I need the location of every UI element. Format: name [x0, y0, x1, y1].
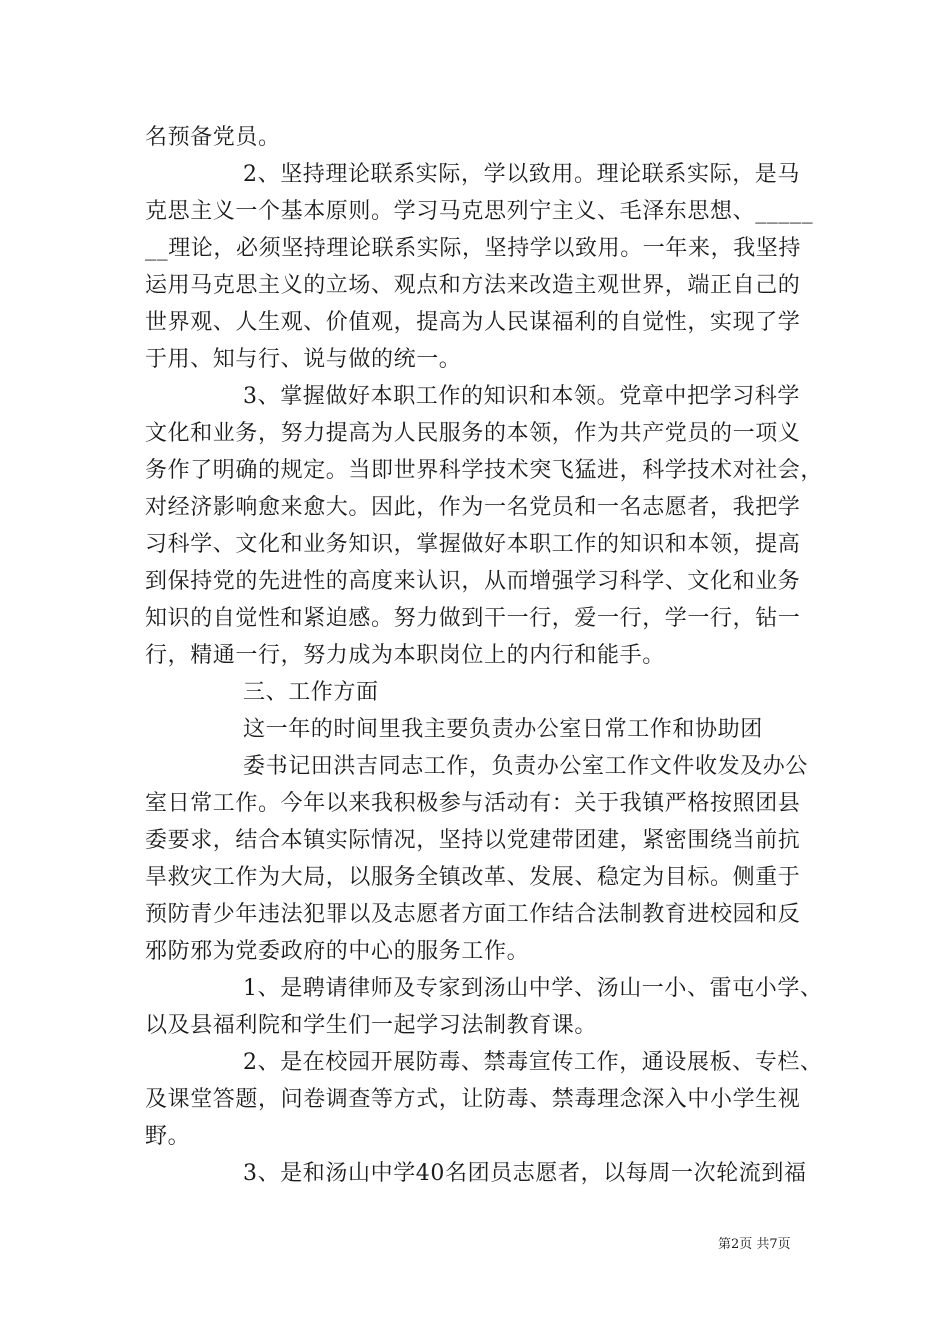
text-line: 野。: [145, 1124, 191, 1149]
text-line: 及课堂答题，问卷调查等方式，让防毒、禁毒理念深入中小学生视: [145, 1087, 801, 1112]
section-heading: 三、工作方面: [243, 680, 379, 705]
text-line: 2、是在校园开展防毒、禁毒宣传工作，通设展板、专栏、: [243, 1050, 823, 1075]
text-line: 知识的自觉性和紧迫感。努力做到干一行，爱一行，学一行，钻一: [145, 606, 801, 631]
text-line: 室日常工作。今年以来我积极参与活动有：关于我镇严格按照团县: [145, 791, 801, 816]
text-line: 名预备党员。: [145, 125, 281, 150]
text-line: 1、是聘请律师及专家到汤山中学、汤山一小、雷屯小学、: [243, 976, 823, 1001]
text-line: 务作了明确的规定。当即世界科学技术突飞猛进，科学技术对社会，: [145, 458, 824, 483]
text-line: 旱救灾工作为大局，以服务全镇改革、发展、稳定为目标。侧重于: [145, 865, 801, 890]
page-number: 第2页 共7页: [718, 1237, 791, 1252]
text-line: 习科学、文化和业务知识，掌握做好本职工作的知识和本领，提高: [145, 532, 801, 557]
text-line: 3、是和汤山中学40名团员志愿者，以每周一次轮流到福: [243, 1161, 807, 1186]
text-line: 到保持党的先进性的高度来认识，从而增强学习科学、文化和业务: [145, 569, 801, 594]
text-line: 世界观、人生观、价值观，提高为人民谋福利的自觉性，实现了学: [145, 310, 801, 335]
text-line: 委要求，结合本镇实际情况，坚持以党建带团建，紧密围绕当前抗: [145, 828, 801, 853]
text-line: 3、掌握做好本职工作的知识和本领。党章中把学习科学: [243, 384, 800, 409]
text-line: __理论，必须坚持理论联系实际，坚持学以致用。一年来，我坚持: [145, 236, 802, 261]
text-line: 克思主义一个基本原则。学习马克思列宁主义、毛泽东思想、_____: [145, 199, 814, 224]
text-line: 以及县福利院和学生们一起学习法制教育课。: [145, 1013, 598, 1038]
text-line: 运用马克思主义的立场、观点和方法来改造主观世界，端正自己的: [145, 273, 801, 298]
text-line: 这一年的时间里我主要负责办公室日常工作和协助团: [243, 717, 763, 742]
text-line: 对经济影响愈来愈大。因此，作为一名党员和一名志愿者，我把学: [145, 495, 801, 520]
text-line: 于用、知与行、说与做的统一。: [145, 347, 462, 372]
text-line: 2、坚持理论联系实际，学以致用。理论联系实际，是马: [243, 162, 800, 187]
text-line: 预防青少年违法犯罪以及志愿者方面工作结合法制教育进校园和反: [145, 902, 801, 927]
text-line: 委书记田洪吉同志工作，负责办公室工作文件收发及办公: [243, 754, 809, 779]
text-line: 行，精通一行，努力成为本职岗位上的内行和能手。: [145, 643, 665, 668]
text-line: 文化和业务，努力提高为人民服务的本领，作为共产党员的一项义: [145, 421, 801, 446]
text-line: 邪防邪为党委政府的中心的服务工作。: [145, 939, 530, 964]
